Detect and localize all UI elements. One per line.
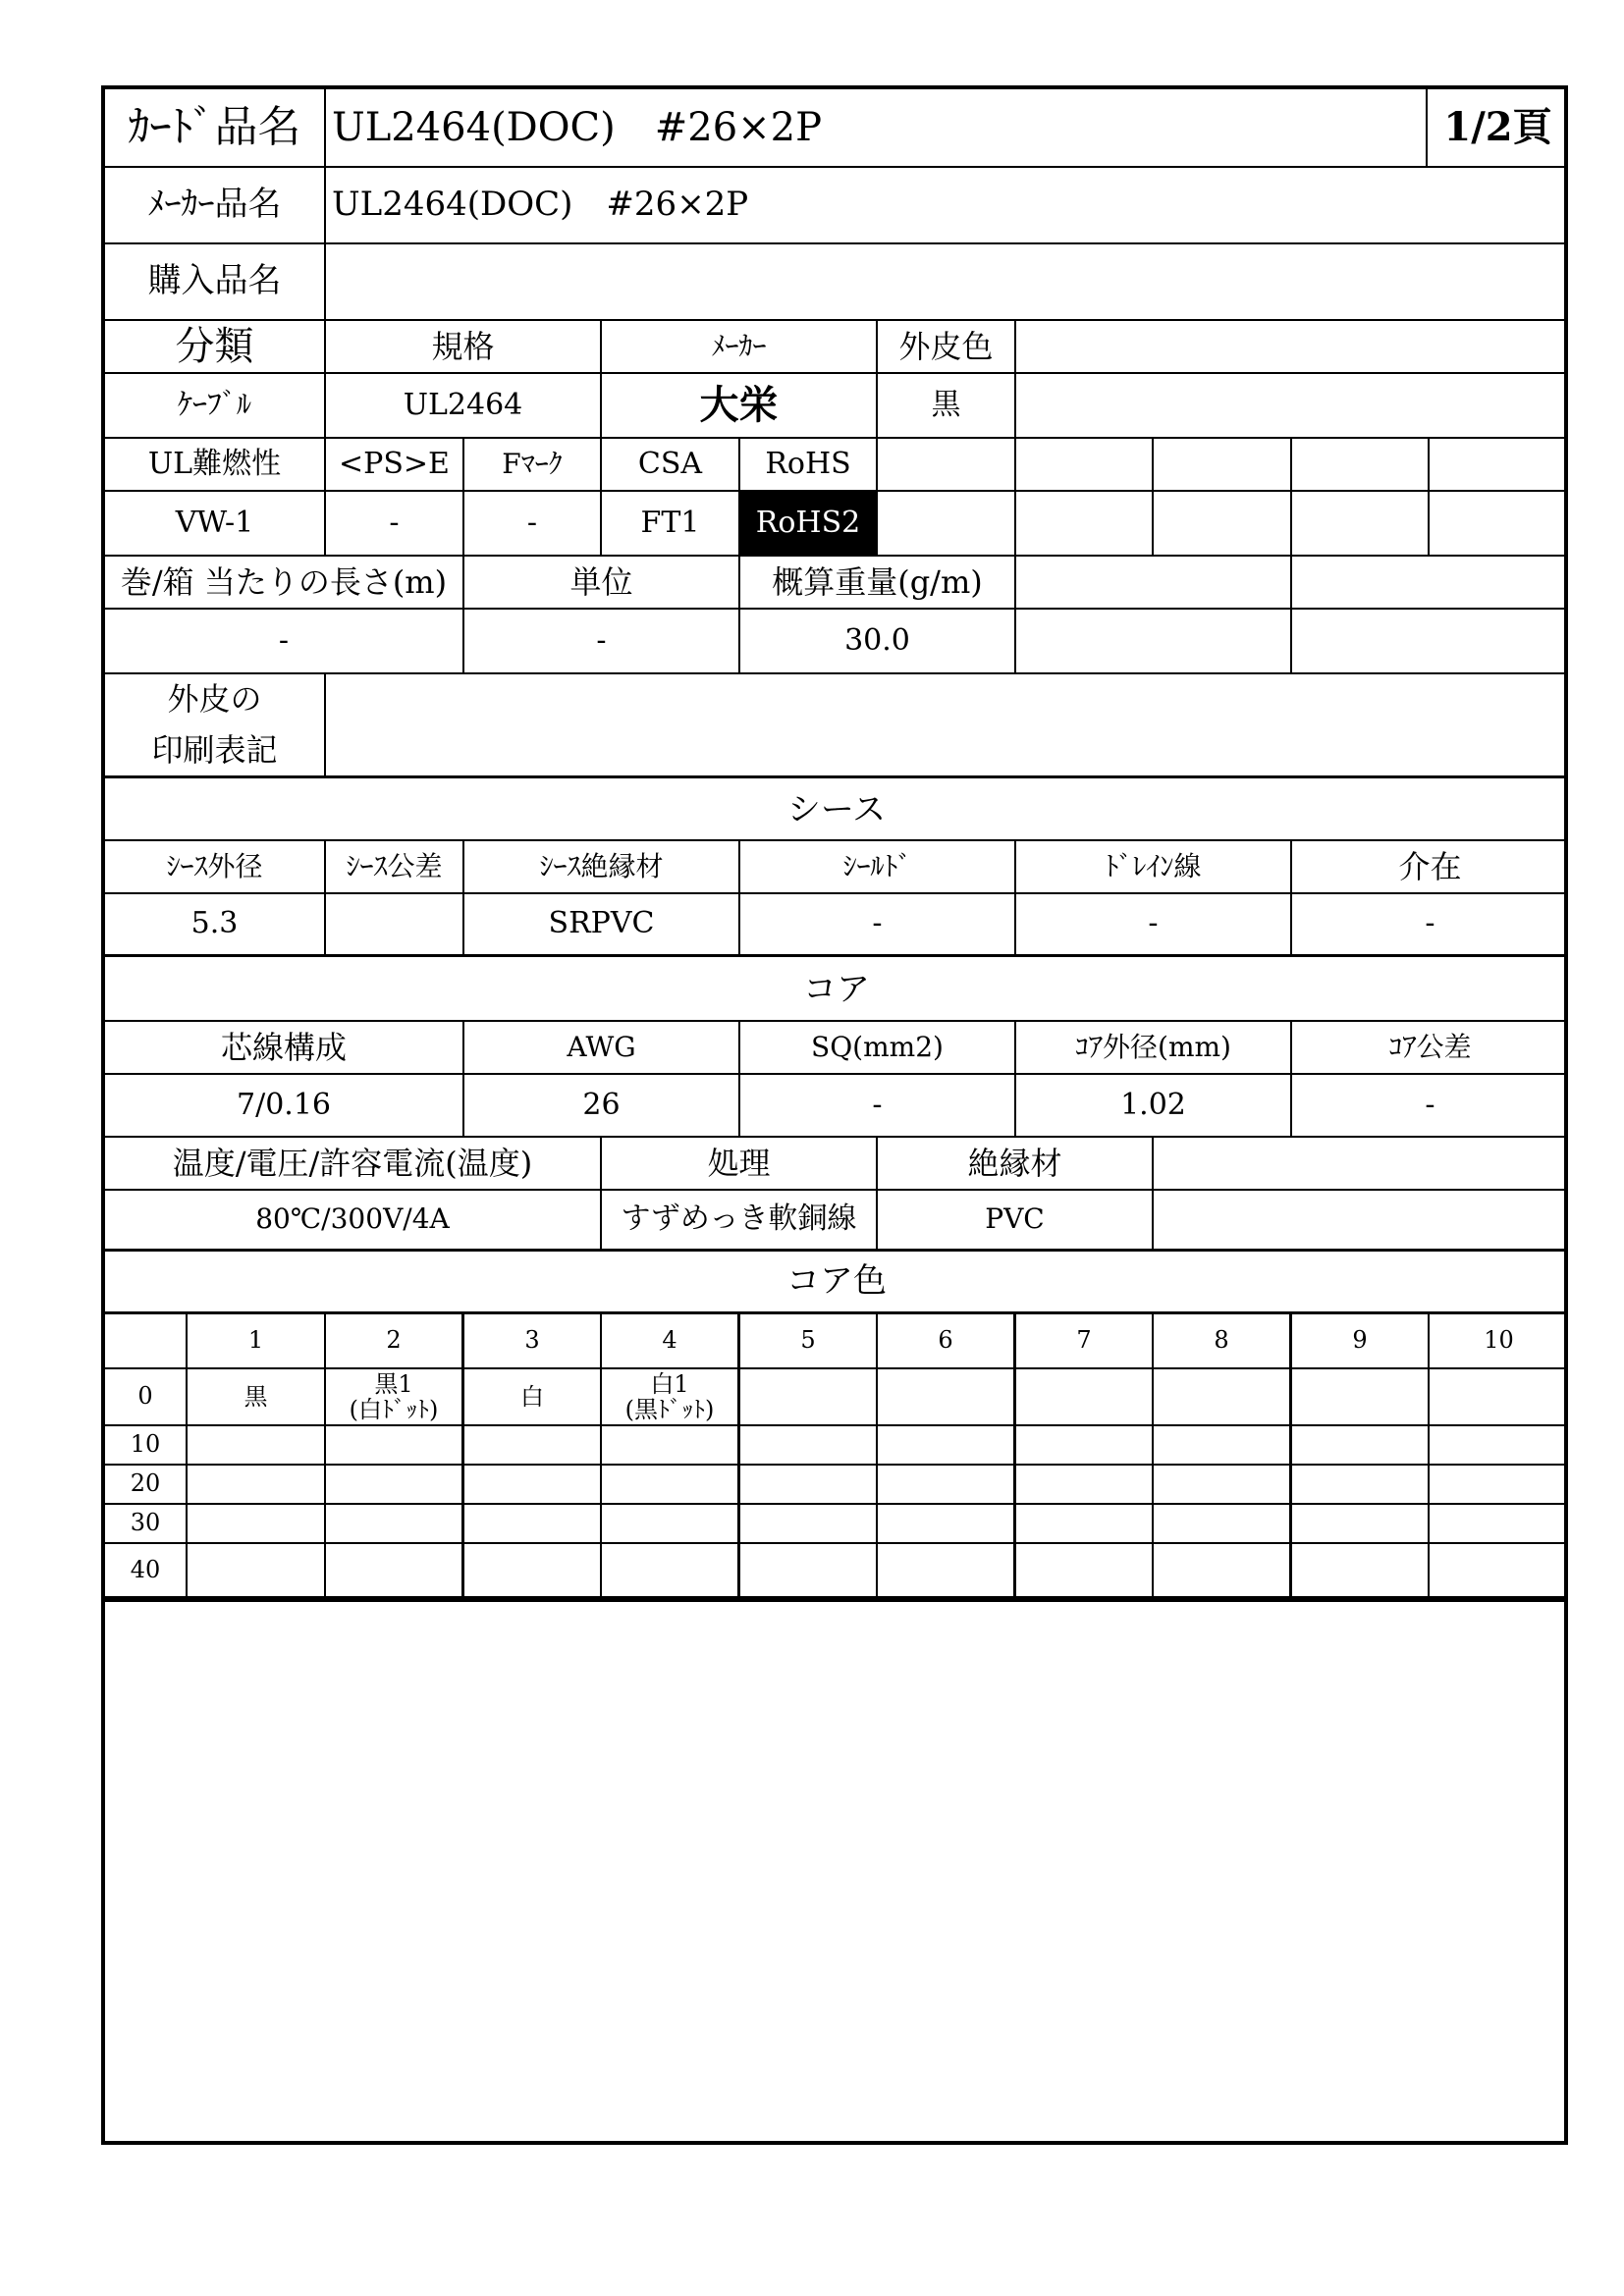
blank-cell [1016, 492, 1154, 557]
color-row-header: 40 [105, 1544, 188, 1599]
conductor-label: 芯線構成 [105, 1022, 464, 1075]
drain-value: - [1016, 894, 1292, 957]
blank-cell [1292, 492, 1430, 557]
color-cell [740, 1426, 878, 1466]
color-cell [464, 1505, 602, 1544]
temp-value: 80℃/300V/4A [105, 1191, 602, 1252]
color-cell [1016, 1466, 1154, 1505]
core-color-title: コア色 [105, 1252, 1568, 1314]
color-col-header: 4 [602, 1314, 740, 1369]
maker-value: 大栄 [602, 374, 878, 439]
sheath-od-label: ｼｰｽ外径 [105, 841, 326, 894]
shori-label: 処理 [602, 1138, 878, 1191]
blank-cell [1154, 1138, 1568, 1191]
color-row-header: 20 [105, 1466, 188, 1505]
unit-value: - [464, 610, 740, 674]
color-corner-cell [105, 1314, 188, 1369]
core-od-label: ｺｱ外径(mm) [1016, 1022, 1292, 1075]
color-row-header: 10 [105, 1426, 188, 1466]
color-cell [326, 1369, 464, 1426]
core-tol-value: - [1292, 1075, 1568, 1138]
core-section-title: コア [105, 961, 1568, 1022]
color-cell [602, 1505, 740, 1544]
spec-sheet [101, 85, 1568, 2145]
color-cell [602, 1426, 740, 1466]
color-cell [1154, 1466, 1292, 1505]
color-cell [464, 1466, 602, 1505]
color-cell [1154, 1369, 1292, 1426]
color-col-header: 2 [326, 1314, 464, 1369]
color-cell [1430, 1544, 1568, 1599]
blank-cell [1154, 439, 1292, 492]
color-cell [326, 1426, 464, 1466]
color-cell [188, 1544, 326, 1599]
purchase-name-value [326, 244, 1568, 321]
shield-value: - [740, 894, 1016, 957]
color-col-header: 1 [188, 1314, 326, 1369]
color-cell [1292, 1426, 1430, 1466]
card-name-label: ｶｰﾄﾞ品名 [105, 89, 326, 168]
kikaku-label: 規格 [326, 321, 602, 374]
gaihi-label: 外皮色 [878, 321, 1016, 374]
color-cell [1430, 1426, 1568, 1466]
sheath-section-title: シース [105, 782, 1568, 841]
sheath-tol-label: ｼｰｽ公差 [326, 841, 464, 894]
csa-label: CSA [602, 439, 740, 492]
sheath-tol-value [326, 894, 464, 957]
color-cell [878, 1369, 1016, 1426]
maker-label: ﾒｰｶｰ [602, 321, 878, 374]
color-cell [188, 1466, 326, 1505]
print-label [105, 674, 326, 778]
color-cell [740, 1369, 878, 1426]
awg-label: AWG [464, 1022, 740, 1075]
blank-cell [1016, 439, 1154, 492]
color-cell-line2: (白ﾄﾞｯﾄ) [349, 1396, 439, 1423]
color-cell-line1: 白 [520, 1382, 544, 1411]
color-col-header: 9 [1292, 1314, 1430, 1369]
color-cell [1292, 1544, 1430, 1599]
color-cell-line1: 黒1 [374, 1369, 413, 1398]
drain-label: ﾄﾞﾚｲﾝ線 [1016, 841, 1292, 894]
color-cell-line1: 黒 [244, 1382, 268, 1411]
kikaku-value: UL2464 [326, 374, 602, 439]
page-number: 1/2頁 [1428, 89, 1568, 168]
color-cell [464, 1426, 602, 1466]
sheath-insul-label: ｼｰｽ絶縁材 [464, 841, 740, 894]
color-cell-line1: 白1 [650, 1369, 689, 1398]
color-cell [602, 1466, 740, 1505]
core-od-value: 1.02 [1016, 1075, 1292, 1138]
color-cell [464, 1544, 602, 1599]
card-name-value: UL2464(DOC) #26×2P [326, 89, 1428, 168]
color-cell [878, 1505, 1016, 1544]
blank-cell [1292, 610, 1568, 674]
shield-label: ｼｰﾙﾄﾞ [740, 841, 1016, 894]
color-cell [1292, 1466, 1430, 1505]
color-cell [1430, 1466, 1568, 1505]
blank-cell [1016, 321, 1568, 374]
color-cell [1292, 1369, 1430, 1426]
color-cell [602, 1544, 740, 1599]
core-tol-label: ｺｱ公差 [1292, 1022, 1568, 1075]
csa-value: FT1 [602, 492, 740, 557]
blank-cell [1154, 492, 1292, 557]
color-cell [1016, 1505, 1154, 1544]
color-cell [740, 1544, 878, 1599]
color-cell [1154, 1426, 1292, 1466]
color-cell [188, 1505, 326, 1544]
weight-label: 概算重量(g/m) [740, 557, 1016, 610]
purchase-name-label: 購入品名 [105, 244, 326, 321]
blank-cell [1292, 439, 1430, 492]
color-cell [878, 1466, 1016, 1505]
print-label-line1: 外皮の [167, 680, 262, 719]
color-cell [740, 1466, 878, 1505]
fmark-label: Fﾏｰｸ [464, 439, 602, 492]
length-value: - [105, 610, 464, 674]
color-col-header: 8 [1154, 1314, 1292, 1369]
color-cell [1430, 1369, 1568, 1426]
color-row-header: 30 [105, 1505, 188, 1544]
conductor-value: 7/0.16 [105, 1075, 464, 1138]
print-value [326, 674, 1568, 778]
pse-label: <PS>E [326, 439, 464, 492]
color-cell [878, 1544, 1016, 1599]
weight-value: 30.0 [740, 610, 1016, 674]
rohs-value-badge: RoHS2 [740, 492, 878, 557]
zetsuen-label: 絶縁材 [878, 1138, 1154, 1191]
sheath-od-value: 5.3 [105, 894, 326, 957]
blank-cell [878, 439, 1016, 492]
color-row-header: 0 [105, 1369, 188, 1426]
notes-area [105, 1599, 1568, 2141]
blank-cell [1016, 610, 1292, 674]
sheath-insul-value: SRPVC [464, 894, 740, 957]
ul-value: VW-1 [105, 492, 326, 557]
blank-cell [1430, 492, 1568, 557]
filler-value: - [1292, 894, 1568, 957]
pse-value: - [326, 492, 464, 557]
color-cell [326, 1544, 464, 1599]
zetsuen-value: PVC [878, 1191, 1154, 1252]
color-cell [188, 1426, 326, 1466]
color-cell [1016, 1544, 1154, 1599]
sq-value: - [740, 1075, 1016, 1138]
fmark-value: - [464, 492, 602, 557]
color-cell [1154, 1544, 1292, 1599]
color-cell [188, 1369, 326, 1426]
unit-label: 単位 [464, 557, 740, 610]
bunrui-label: 分類 [105, 321, 326, 374]
temp-label: 温度/電圧/許容電流(温度) [105, 1138, 602, 1191]
color-cell [1016, 1369, 1154, 1426]
color-col-header: 10 [1430, 1314, 1568, 1369]
color-cell [878, 1426, 1016, 1466]
shori-value: すずめっき軟銅線 [602, 1191, 878, 1252]
color-cell [602, 1369, 740, 1426]
maker-name-value: UL2464(DOC) #26×2P [326, 168, 1568, 244]
blank-cell [1154, 1191, 1568, 1252]
color-col-header: 7 [1016, 1314, 1154, 1369]
color-cell [464, 1369, 602, 1426]
color-cell [1154, 1505, 1292, 1544]
color-col-header: 6 [878, 1314, 1016, 1369]
color-cell-line2: (黒ﾄﾞｯﾄ) [624, 1396, 715, 1423]
filler-label: 介在 [1292, 841, 1568, 894]
maker-name-label: ﾒｰｶｰ品名 [105, 168, 326, 244]
blank-cell [1016, 557, 1292, 610]
color-cell [1016, 1426, 1154, 1466]
bunrui-value: ｹｰﾌﾞﾙ [105, 374, 326, 439]
color-col-header: 3 [464, 1314, 602, 1369]
blank-cell [1016, 374, 1568, 439]
blank-cell [1430, 439, 1568, 492]
color-cell [1430, 1505, 1568, 1544]
blank-cell [878, 492, 1016, 557]
color-cell [740, 1505, 878, 1544]
color-cell [326, 1505, 464, 1544]
awg-value: 26 [464, 1075, 740, 1138]
print-label-line2: 印刷表記 [151, 730, 278, 769]
ul-label: UL難燃性 [105, 439, 326, 492]
color-cell [326, 1466, 464, 1505]
color-cell [1292, 1505, 1430, 1544]
rohs-label: RoHS [740, 439, 878, 492]
length-label: 巻/箱 当たりの長さ(m) [105, 557, 464, 610]
blank-cell [1292, 557, 1568, 610]
sq-label: SQ(mm2) [740, 1022, 1016, 1075]
gaihi-value: 黒 [878, 374, 1016, 439]
color-col-header: 5 [740, 1314, 878, 1369]
